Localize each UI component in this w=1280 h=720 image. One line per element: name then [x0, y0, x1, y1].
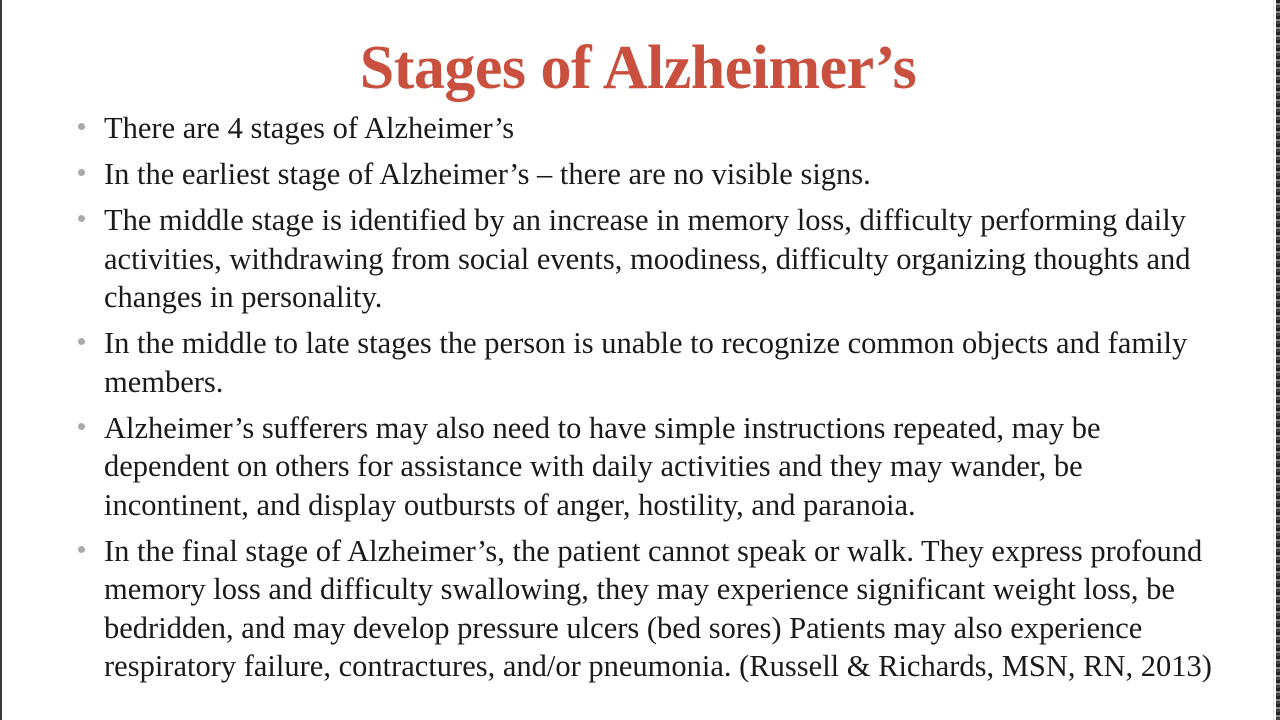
bullet-list — [78, 109, 1218, 693]
bullet-text: In the earliest stage of Alzheimer’s – there are no visible signs. — [104, 157, 871, 191]
bullet-text: In the middle to late stages the person is unable to recognize common objects and family members. — [104, 326, 1188, 399]
bullet-item-4 — [78, 324, 1218, 401]
bullet-dot-icon — [78, 215, 85, 222]
bullet-dot-icon — [78, 338, 85, 345]
bullet-item-5 — [78, 409, 1218, 525]
bullet-item-1 — [78, 109, 1218, 148]
bullet-item-6 — [78, 532, 1218, 686]
bullet-item-2 — [78, 155, 1218, 194]
bullet-dot-icon — [78, 169, 85, 176]
slide-title: Stages of Alzheimer’s — [359, 33, 917, 102]
bullet-text: There are 4 stages of Alzheimer’s — [104, 111, 515, 145]
bullet-dot-icon — [78, 423, 85, 430]
bullet-text: In the final stage of Alzheimer’s, the patient cannot speak or walk. They express profound memory loss and difficulty swallowing, they may experience significant weight loss, be bedridden, and may develop pressure ulcers (bed sores) Patients may also experience respiratory failure, contractures, and/or pneumonia. (Russell & Richards, MSN, RN, 2013) — [104, 533, 1212, 683]
slide-left-border — [0, 0, 2, 720]
slide-right-divider — [1273, 0, 1274, 720]
bullet-dot-icon — [78, 546, 85, 553]
bullet-text: Alzheimer’s sufferers may also need to have simple instructions repeated, may be dependent on others for assistance with daily activities and they may wander, be incontinent, and display outbursts of anger, hostility, and paranoia. — [104, 410, 1101, 522]
bullet-dot-icon — [78, 123, 85, 130]
slide-right-edge — [1276, 0, 1280, 720]
bullet-item-3 — [78, 201, 1218, 317]
bullet-text: The middle stage is identified by an increase in memory loss, difficulty performing daily activities, withdrawing from social events, moodiness, difficulty organizing thoughts and changes in personality. — [104, 203, 1191, 314]
